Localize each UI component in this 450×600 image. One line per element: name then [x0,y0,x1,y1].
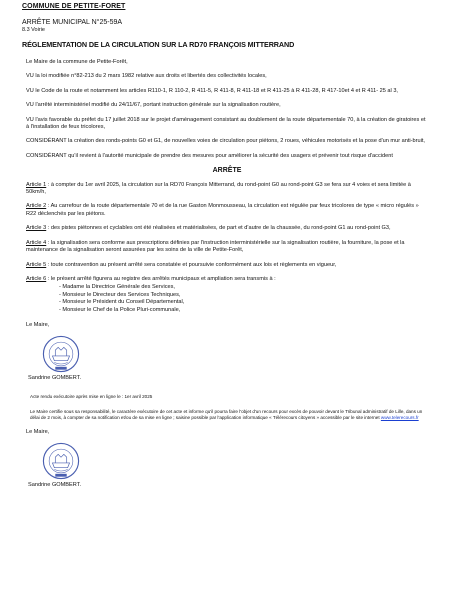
article-2 [26,203,428,218]
article-label: Article 1 [26,181,47,188]
document-title: RÉGLEMENTATION DE LA CIRCULATION SUR LA RD70 FRANÇOIS MITTERRAND [22,40,295,49]
preamble-vu-code-route: VU le Code de la route et notamment les articles R110-1, R 110-2, R 411-5, R 411-8, R 411-18 et R 411-25 à R 411-28, R 417-10et 4 et R 411- 25 al 3, [26,87,398,94]
article-text: : des pistes piétonnes et cyclables ont été réalisées et matérialisées, de part et d'autre de la chaussée, du rond-point G1 au rond-point G3, [46,225,391,232]
article-label: Article 6 [26,275,47,282]
signature-role-2: Le Maire, [26,428,50,435]
recours-text: Le Maire certifie sous sa responsabilité, le caractère exécutoire de cet acte et informe qu'il pourra faire l'objet d'un recours pour excès de pouvoir devant le Tribunal administratif de Lille, dans un délai de 2 mois, à compter de sa notification et/ou de sa mise en ligne ; saisine possible par l'application informatique « Télérecours citoyens » accessible par le site internet [30,408,423,420]
article-label: Article 2 [26,203,47,210]
article-text: : à compter du 1er avril 2025, la circulation sur la RD70 François Mitterrand, du rond-point G0 au rond-point G3 se fera sur 4 voies et sera limitée à 50km/h, [26,181,411,196]
preamble-vu-loi: VU la loi modifiée n°82-213 du 2 mars 1982 relative aux droits et libertés des collectivités locales, [26,73,267,80]
article-5 [26,262,428,269]
recipient-item: - Monsieur le Chef de la Police Pluri-communale, [59,306,181,313]
arrete-heading: ARRÊTE [212,167,242,175]
article-3 [26,225,428,232]
article-label: Article 4 [26,239,47,246]
preamble-vu-arrete: VU l'arrêté interministériel modifié du 24/11/67, portant instruction générale sur la signalisation routière, [26,102,281,109]
article-text: : la signalisation sera conforme aux prescriptions définies par l'instruction interministérielle sur la signalisation routière, la fourniture, la pose et la maintenance de la signalisation seront assurées par les soins de la ville de Petite-Forêt, [26,239,405,254]
document-body [22,59,428,490]
article-label: Article 3 [26,225,47,232]
article-6 [26,276,428,283]
preamble-considerant-2: CONSIDÉRANT qu'il revient à l'autorité municipale de prendre des mesures pour améliorer la sécurité des usagers et prévenir tout risque d'accident [26,152,393,159]
article-text: : toute contravention au présent arrêté sera constatée et poursuivie conformément aux lois et règlements en vigueur, [46,261,337,268]
mairie-seal-icon [42,335,80,373]
signature-block-2 [26,429,428,490]
arrete-number: ARRÊTE MUNICIPAL N°25-59A [22,19,123,26]
mairie-seal-icon [42,442,80,480]
recipient-item: - Madame la Directrice Générale des Services, [59,284,175,291]
article-4 [26,240,428,255]
signature-role: Le Maire, [26,321,50,328]
preamble-vu-avis: VU l'avis favorable du préfet du 17 juillet 2018 sur le projet d'aménagement consistant au doublement de la route départementale 70, à la création de giratoires et à l'installation de feux tricolores, [26,116,426,131]
recours-notice [30,409,428,421]
arrete-category: 8.3 Voirie [22,27,45,33]
article-text: : Au carrefour de la route départementale 70 et de la rue Gaston Monmousseau, la circulation est régulée par feux tricolores de type « micro régulés » R22 déclenchés par les piétons. [26,203,419,217]
article-text: : le présent arrêté figurera au registre des arrêtés municipaux et ampliation sera transmis à : [46,275,276,282]
article-label: Article 5 [26,261,47,268]
recipient-item: - Monsieur le Directeur des Services Techniques, [59,291,181,298]
commune-header: COMMUNE DE PETITE-FORET [22,3,126,10]
article-1 [26,182,428,197]
telerecours-link[interactable]: www.telerecours.fr [380,414,419,420]
preamble-maire: Le Maire de la commune de Petite-Forêt, [26,59,128,65]
recipients-list [59,284,428,314]
recipient-item: - Monsieur le Président du Conseil Départemental, [59,299,185,306]
preamble-considerant-1: CONSIDÉRANT la création des ronds-points G0 et G1, de nouvelles voies de circulation pour piétons, 2 roues, véhicules motorisés et la pose d'un mur anti-bruit, [26,138,425,145]
signatory-name-2: Sandrine GOMBERT. [28,482,82,489]
execution-notice: Acte rendu exécutoire après mise en ligne le : 1er avril 2025 [30,393,153,399]
signatory-name: Sandrine GOMBERT. [28,375,82,382]
signature-block [26,322,428,383]
